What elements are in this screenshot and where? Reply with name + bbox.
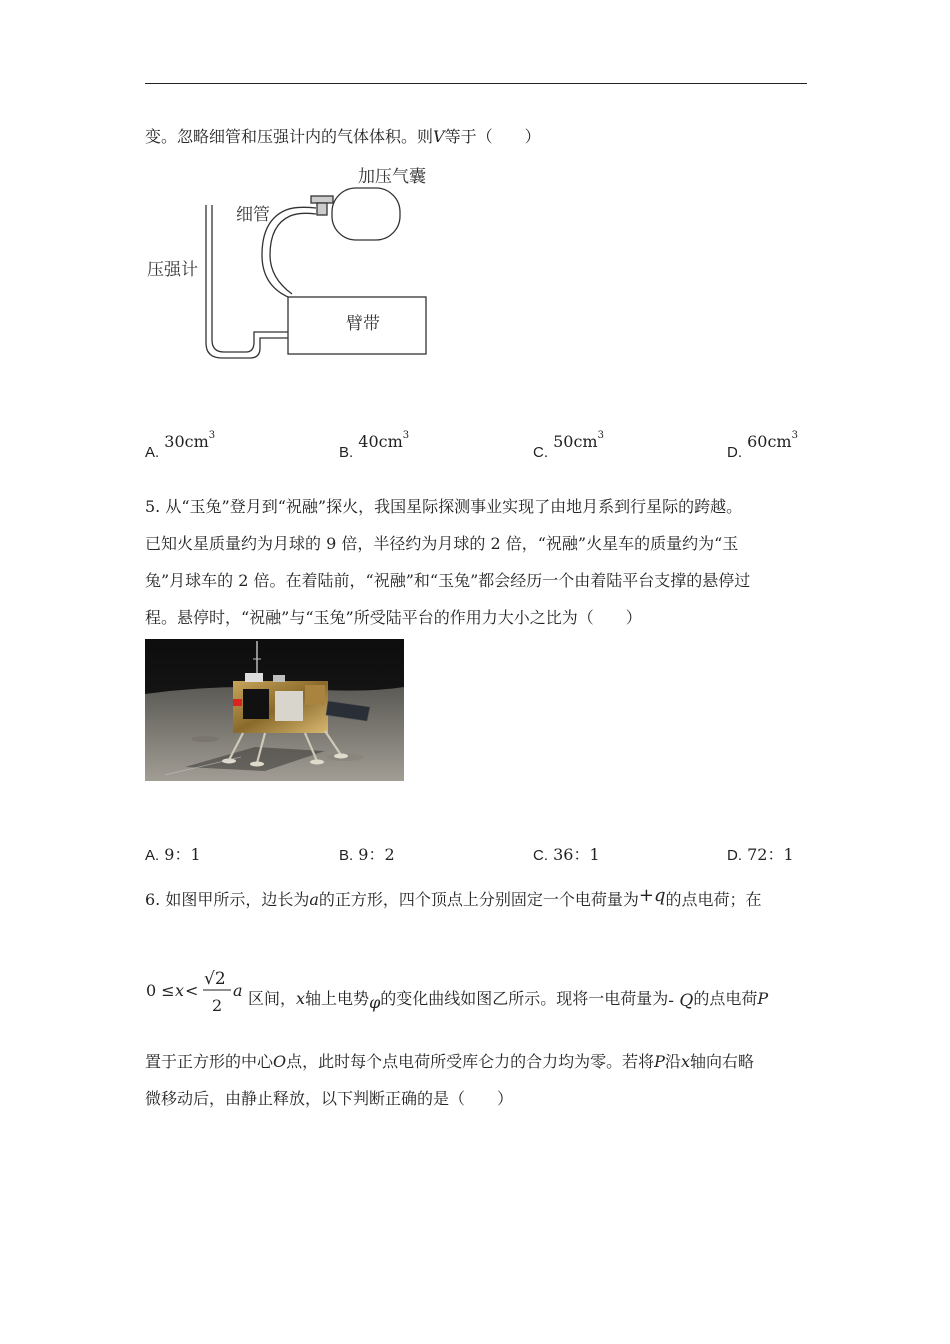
charge-plus-q: +q <box>638 885 666 906</box>
label-cuff: 臂带 <box>346 314 380 334</box>
q5-line-1: 5. 从“玉兔”登月到“祝融”探火，我国星际探测事业实现了由地月系到行星际的跨越。 <box>145 497 743 516</box>
fraction-numerator: √2 <box>204 969 226 989</box>
svg-text:<: < <box>185 981 199 1000</box>
q4-option-b[interactable]: B. $40cm^3$ <box>339 430 410 461</box>
q6-line-1: 6. 如图甲所示，边长为a的正方形，四个顶点上分别固定一个电荷量为+q的点电荷；在 <box>145 885 762 909</box>
q5-option-b[interactable]: B. 9：2 <box>339 845 395 864</box>
q4-blood-pressure-diagram <box>140 160 460 370</box>
q4-tail-line <box>145 127 541 147</box>
q5-option-d[interactable]: D. 72：1 <box>727 845 794 864</box>
svg-text:a: a <box>233 981 243 1000</box>
label-tube: 细管 <box>236 205 270 225</box>
q6-line-4: 微移动后，由静止释放，以下判断正确的是（ ） <box>145 1089 514 1108</box>
q4-tail-end: 等于（ ） <box>444 127 541 146</box>
q4-tail-text: 变。忽略细管和压强计内的气体体积。则 <box>145 127 434 146</box>
q4-option-c[interactable]: C. $50cm^3$ <box>533 430 604 461</box>
lunar-lander-photo <box>145 639 404 781</box>
svg-text:x: x <box>175 981 185 1000</box>
q6-line-2: 区间，x轴上电势φ的变化曲线如图乙所示。现将一电荷量为- Q的点电荷P <box>248 989 769 1012</box>
label-gauge: 压强计 <box>147 260 198 280</box>
q4-option-a[interactable]: A. $30cm^3$ <box>145 430 216 461</box>
q6-line-3: 置于正方形的中心O点，此时每个点电荷所受库仑力的合力均为零。若将P沿x轴向右略 <box>145 1052 754 1071</box>
header-rule <box>145 83 807 84</box>
q5-option-c[interactable]: C. 36：1 <box>533 845 600 864</box>
q5-line-2: 已知火星质量约为月球的 9 倍，半径约为月球的 2 倍，“祝融”火星车的质量约为“玉 <box>145 534 739 553</box>
fraction-denominator: 2 <box>212 996 223 1015</box>
q5-option-a[interactable]: A. 9：1 <box>145 845 201 864</box>
q6-inequality <box>145 962 245 1018</box>
q4-option-d[interactable]: D. $60cm^3$ <box>727 430 798 461</box>
q4-var-v: V <box>433 127 445 146</box>
svg-text:0 ≤: 0 ≤ <box>146 981 175 1000</box>
q5-line-3: 兔”月球车的 2 倍。在着陆前，“祝融”和“玉兔”都会经历一个由着陆平台支撑的悬停过 <box>145 571 751 590</box>
q5-line-4: 程。悬停时，“祝融”与“玉兔”所受陆平台的作用力大小之比为（ ） <box>145 608 642 627</box>
charge-minus-q: - Q <box>668 991 694 1011</box>
label-bulb: 加压气囊 <box>358 167 426 187</box>
